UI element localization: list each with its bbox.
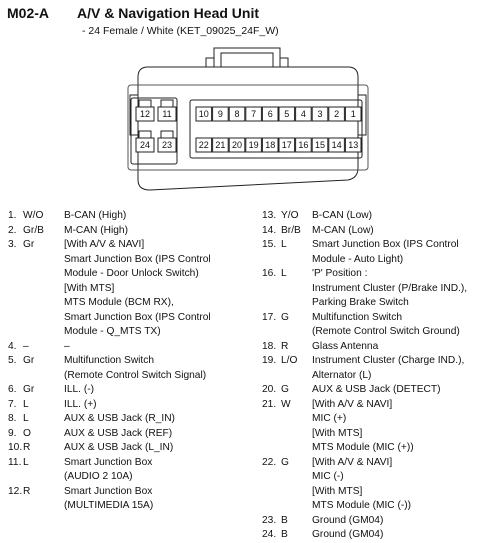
wire-color: L [281, 268, 287, 279]
pin-row [8, 427, 248, 442]
wire-color: Gr/B [23, 224, 44, 236]
pin-row [8, 253, 248, 268]
pin-row [262, 340, 491, 355]
pin-number: 20 [231, 140, 243, 150]
pin-row [262, 238, 491, 253]
wire-color: G [281, 456, 289, 468]
pin-row [8, 441, 248, 456]
pin-number: 3. [8, 239, 17, 250]
pin-description: ILL. (+) [64, 398, 97, 410]
pin-description: Module - Door Unlock Switch) [64, 268, 199, 279]
pin-number: 12. [8, 485, 23, 497]
pin-number: 18. [262, 340, 277, 352]
pin-description: Alternator (L) [312, 369, 372, 381]
pin-description: [With MTS] [312, 485, 363, 497]
pin-description: Instrument Cluster (Charge IND.), [312, 355, 465, 366]
pin-number: 23. [262, 514, 277, 526]
pin-number: 1 [350, 109, 356, 119]
pin-latch [139, 100, 151, 107]
pin-list-right [262, 209, 491, 543]
wire-color: – [23, 340, 29, 352]
pin-number: 16. [262, 268, 277, 279]
pin-number: 13. [262, 210, 277, 221]
pin-number: 2. [8, 224, 17, 236]
pin-latch [161, 131, 173, 138]
pin-description: Ground (GM04) [312, 529, 384, 540]
pin-row [8, 412, 248, 427]
wire-color: L [23, 398, 29, 410]
small-pin-top-row [136, 100, 176, 121]
pin-description: Module - Q_MTS TX) [64, 326, 161, 337]
pin-number: 4 [300, 109, 306, 119]
pin-number: 19 [248, 140, 259, 150]
pin-description: Smart Junction Box (IPS Control [64, 253, 211, 265]
pin-description: [With MTS] [312, 427, 363, 439]
pin-number: 9 [217, 109, 223, 119]
pin-number: 17 [281, 140, 292, 150]
pin-number: 24 [139, 140, 151, 150]
wire-color: Gr [23, 355, 35, 366]
pin-number: 21 [215, 140, 226, 150]
wire-color: L [281, 239, 287, 250]
pin-row [262, 528, 491, 543]
pin-description: [With A/V & NAVI] [312, 398, 393, 410]
pin-row [8, 209, 248, 224]
pin-description: (Remote Control Switch Signal) [64, 369, 207, 381]
main-pin-bottom-row [196, 138, 361, 152]
pin-description: – [64, 340, 70, 352]
pin-row [8, 369, 248, 384]
pin-row [8, 296, 248, 311]
pin-row [8, 267, 248, 282]
pin-number: 22. [262, 456, 277, 468]
pin-number: 23 [161, 140, 173, 150]
pin-description: Instrument Cluster (P/Brake IND.), [312, 282, 468, 294]
pin-description: 'P' Position : [312, 268, 368, 279]
pin-description: AUX & USB Jack (REF) [64, 427, 173, 439]
pin-description: (AUDIO 2 10A) [64, 471, 133, 482]
pin-number: 19. [262, 355, 277, 366]
pin-description: (MULTIMEDIA 15A) [64, 500, 154, 511]
pin-number: 13 [348, 140, 359, 150]
pin-row [8, 485, 248, 500]
pin-description: Glass Antenna [312, 340, 379, 352]
pin-row [262, 485, 491, 500]
pin-row [8, 354, 248, 369]
wire-color: O [23, 427, 31, 439]
pin-number: 15 [314, 140, 326, 150]
pin-description: Module - Auto Light) [312, 253, 404, 265]
pin-row [8, 311, 248, 326]
wire-color: Gr [23, 239, 35, 250]
connector-spec: - 24 Female / White (KET_09025_24F_W) [82, 25, 279, 37]
wire-color: Gr [23, 384, 35, 395]
connector-diagram [118, 40, 378, 200]
pin-row [262, 224, 491, 239]
pin-list-left [8, 209, 248, 514]
small-pin-bottom-row [136, 131, 176, 152]
pin-number: 18 [265, 140, 276, 150]
pin-description: Parking Brake Switch [312, 297, 409, 308]
pin-row [262, 369, 491, 384]
pin-description: ILL. (-) [64, 384, 95, 395]
pin-description: Smart Junction Box [64, 456, 153, 468]
pin-row [262, 325, 491, 340]
pin-row [262, 427, 491, 442]
pin-description: Smart Junction Box [64, 485, 153, 497]
pin-number: 24. [262, 529, 277, 540]
pin-row [262, 253, 491, 268]
pin-row [262, 383, 491, 398]
pin-number: 7 [251, 109, 257, 119]
pin-row [8, 499, 248, 514]
pin-row [262, 311, 491, 326]
pin-number: 6. [8, 384, 17, 395]
page-title: A/V & Navigation Head Unit [77, 5, 260, 21]
pin-description: [With MTS] [64, 282, 115, 294]
pin-row [8, 383, 248, 398]
pin-row [262, 470, 491, 485]
pin-row [8, 340, 248, 355]
pin-number: 12 [139, 109, 151, 119]
pin-number: 9. [8, 427, 17, 439]
pin-row [8, 456, 248, 471]
wire-color: Y/O [281, 210, 299, 221]
pin-row [262, 267, 491, 282]
pin-row [8, 238, 248, 253]
pin-description: MIC (-) [312, 471, 344, 482]
pin-number: 11. [8, 456, 22, 468]
pin-number: 5. [8, 355, 17, 366]
pin-row [262, 441, 491, 456]
pin-description: MIC (+) [312, 413, 347, 424]
pin-number: 16 [298, 140, 309, 150]
wire-color: R [23, 442, 31, 453]
pin-row [262, 398, 491, 413]
pin-row [8, 224, 248, 239]
pin-number: 7. [8, 398, 17, 410]
pin-latch [139, 131, 151, 138]
pin-number: 8. [8, 413, 17, 424]
pin-latch [161, 100, 173, 107]
wire-color: L/O [281, 355, 298, 366]
pin-description: Smart Junction Box (IPS Control [312, 239, 459, 250]
pin-description: AUX & USB Jack (DETECT) [312, 384, 441, 395]
pin-number: 15. [262, 239, 277, 250]
pin-description: AUX & USB Jack (R_IN) [64, 413, 175, 424]
pin-row [262, 456, 491, 471]
pin-row [262, 354, 491, 369]
pin-row [262, 514, 491, 529]
pin-number: 14. [262, 224, 277, 236]
pin-row [262, 209, 491, 224]
wire-color: B [281, 529, 288, 540]
wire-color: L [23, 456, 29, 468]
pin-row [8, 470, 248, 485]
pin-number: 22 [198, 140, 209, 150]
wire-color: W/O [23, 210, 44, 221]
pin-description: Ground (GM04) [312, 514, 384, 526]
pin-number: 6 [267, 109, 273, 119]
pin-description: AUX & USB Jack (L_IN) [64, 442, 174, 453]
wire-color: G [281, 384, 289, 395]
pin-description: [With A/V & NAVI] [312, 456, 393, 468]
pin-number: 10 [198, 109, 209, 119]
pin-number: 17. [262, 311, 277, 323]
pin-description: B-CAN (Low) [312, 210, 373, 221]
pin-row [262, 499, 491, 514]
connector-code: M02-A [7, 5, 50, 21]
wire-color: R [281, 340, 289, 352]
wire-color: L [23, 413, 29, 424]
pin-number: 4. [8, 340, 17, 352]
pin-number: 3 [317, 109, 323, 119]
pin-description: Smart Junction Box (IPS Control [64, 311, 211, 323]
pin-description: M-CAN (Low) [312, 224, 374, 236]
pin-row [8, 282, 248, 297]
wire-color: G [281, 311, 289, 323]
pin-description: Multifunction Switch [312, 311, 403, 323]
pin-number: 8 [234, 109, 240, 119]
pin-number: 11 [162, 109, 172, 119]
wire-color: Br/B [281, 224, 301, 236]
pin-row [262, 296, 491, 311]
pin-number: 14 [331, 140, 342, 150]
pin-row [262, 412, 491, 427]
pin-number: 21. [262, 398, 277, 410]
pin-description: B-CAN (High) [64, 210, 127, 221]
wire-color: R [23, 485, 31, 497]
pin-description: (Remote Control Switch Ground) [312, 326, 460, 337]
pin-row [262, 282, 491, 297]
pin-description: M-CAN (High) [64, 224, 128, 236]
pin-number: 1. [8, 210, 17, 221]
main-pin-top-row [196, 107, 361, 121]
pin-description: MTS Module (BCM RX), [64, 297, 174, 308]
pin-number: 5 [284, 109, 290, 119]
pin-description: MTS Module (MIC (+)) [312, 442, 414, 453]
wire-color: B [281, 514, 288, 526]
pin-number: 20. [262, 384, 277, 395]
pin-description: Multifunction Switch [64, 355, 155, 366]
pin-row [8, 398, 248, 413]
wire-color: W [281, 398, 291, 410]
pin-row [8, 325, 248, 340]
pin-description: MTS Module (MIC (-)) [312, 500, 412, 511]
pin-number: 2 [334, 109, 340, 119]
pin-description: [With A/V & NAVI] [64, 239, 145, 250]
pin-number: 10. [8, 442, 23, 453]
